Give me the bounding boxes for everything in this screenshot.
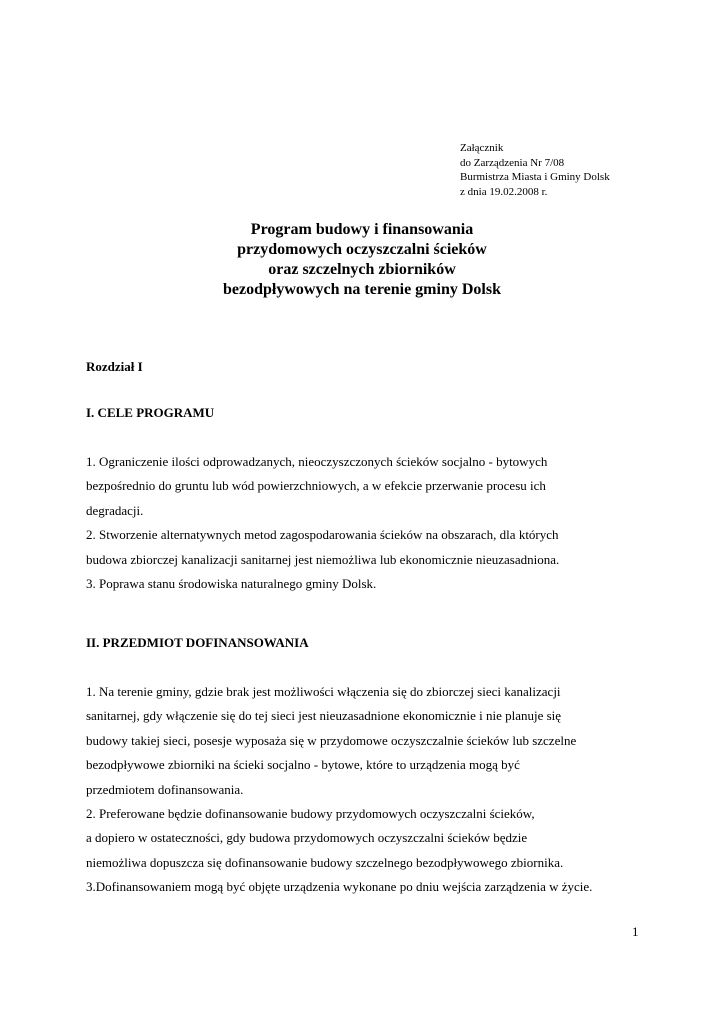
title-line: Program budowy i finansowania xyxy=(250,221,474,238)
body-line: a dopiero w ostateczności, gdy budowa przydomowych oczyszczalni ścieków będzie xyxy=(86,830,528,846)
section-heading-subject: II. PRZEDMIOT DOFINANSOWANIA xyxy=(86,635,309,650)
body-line: budowa zbiorczej kanalizacji sanitarnej jest niemożliwa lub ekonomicznie nieuzasadniona. xyxy=(86,551,560,567)
body-line: 1. Na terenie gminy, gdzie brak jest możliwości włączenia się do zbiorczej sieci kanalizacji xyxy=(86,684,561,699)
title-line: bezodpływowych na terenie gminy Dolsk xyxy=(223,281,501,298)
annex-header xyxy=(460,141,610,199)
title-line: przydomowych oczyszczalni ścieków xyxy=(237,241,487,258)
body-line: budowy takiej sieci, posesje wyposaża się w przydomowe oczyszczalnie ścieków lub szczelne xyxy=(86,732,577,748)
section-body-subject xyxy=(86,680,646,900)
annex-line: Załącznik xyxy=(460,142,504,154)
body-line: bezpośrednio do gruntu lub wód powierzchniowych, a w efekcie przerwanie procesu ich xyxy=(86,478,546,494)
body-line: sanitarnej, gdy włączenie się do tej sieci jest nieuzasadnione ekonomicznie i nie planuje się xyxy=(86,708,562,724)
body-line: bezodpływowe zbiorniki na ścieki socjalno - bytowe, które to urządzenia mogą być xyxy=(86,757,520,773)
body-line: przedmiotem dofinansowania. xyxy=(86,781,244,797)
title-line: oraz szczelnych zbiorników xyxy=(268,261,456,278)
body-line: degradacji. xyxy=(86,502,144,518)
chapter-label: Rozdział I xyxy=(86,359,143,374)
body-line: 2. Preferowane będzie dofinansowanie budowy przydomowych oczyszczalni ścieków, xyxy=(86,806,535,822)
annex-line: Burmistrza Miasta i Gminy Dolsk xyxy=(460,171,610,183)
body-line: niemożliwa dopuszcza się dofinansowanie budowy szczelnego bezodpływowego zbiornika. xyxy=(86,854,564,870)
section-body-goals xyxy=(86,450,646,596)
body-line: 3.Dofinansowaniem mogą być objęte urządzenia wykonane po dniu wejścia zarządzenia w życie. xyxy=(86,879,593,895)
annex-line: z dnia 19.02.2008 r. xyxy=(460,185,548,198)
body-line: 3. Poprawa stanu środowiska naturalnego gminy Dolsk. xyxy=(86,576,377,592)
document-title xyxy=(0,220,724,300)
page-number: 1 xyxy=(632,924,639,939)
annex-line: do Zarządzenia Nr 7/08 xyxy=(460,156,565,169)
section-heading-goals: I. CELE PROGRAMU xyxy=(86,405,215,420)
body-line: 2. Stworzenie alternatywnych metod zagospodarowania ścieków na obszarach, dla których xyxy=(86,527,559,543)
body-line: 1. Ograniczenie ilości odprowadzanych, nieoczyszczonych ścieków socjalno - bytowych xyxy=(86,454,548,469)
